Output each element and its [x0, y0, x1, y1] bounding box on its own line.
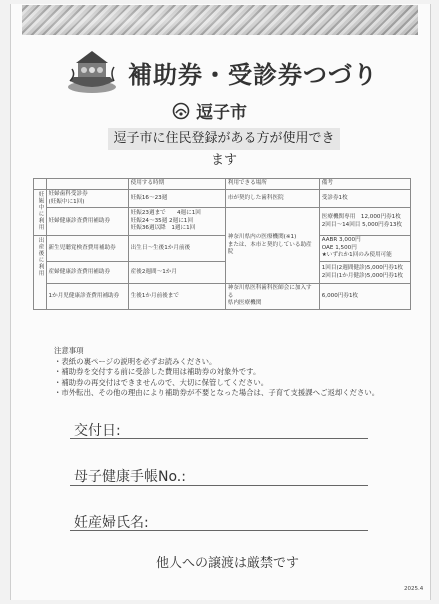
voucher-timing: 生後1か月前後まで	[128, 284, 225, 310]
shared-place: 神奈川県内の医療機関(※1) または、本市と契約している助産院	[225, 208, 319, 284]
version-stamp: 2025.4	[404, 586, 424, 592]
note-item: ・表紙の裏ページの説明を必ずお読みください。	[54, 356, 217, 366]
voucher-note: 医療機関専用 12,000円券1枚 2回目～14回目 5,000円券13枚	[319, 208, 410, 236]
issue-date-label: 交付日:	[74, 423, 121, 439]
voucher-table	[33, 178, 411, 310]
table-row	[34, 190, 411, 208]
voucher-name: 1か月児健康診査費用補助券	[46, 284, 128, 310]
voucher-timing: 出生日～生後1か月前後	[128, 236, 225, 262]
table-row	[34, 208, 411, 236]
voucher-note: AABR 3,000円 OAE 1,500円 ★いずれか1回のみ使用可能	[319, 236, 410, 262]
document-title: 補助券・受診券つづり	[128, 61, 378, 89]
voucher-timing: 産後2週間～1か月	[128, 262, 225, 284]
notes-heading: 注意事項	[54, 346, 84, 355]
voucher-timing: 妊娠23週まで 4週に1回 妊娠24～35週 2週に1回 妊娠36週以降 1週に1回	[128, 208, 225, 236]
voucher-note: 1回目(2週間健診)5,000円券1枚 2回目(1か月健診)5,000円券1枚	[319, 262, 410, 284]
voucher-place: 市が契約した歯科医院	[225, 190, 319, 208]
issue-date-line[interactable]	[70, 438, 368, 439]
voucher-name: 産婦健康診査費用補助券	[46, 262, 128, 284]
voucher-name: 妊婦健康診査費用補助券	[46, 208, 128, 236]
table-header-cell: 利用できる場所	[225, 179, 319, 190]
mother-name-label: 妊産婦氏名:	[74, 515, 149, 531]
table-header-row	[34, 179, 411, 190]
voucher-note: 6,000円券1枚	[319, 284, 410, 310]
table-header-cell: 備考	[319, 179, 410, 190]
handbook-number-line[interactable]	[70, 485, 368, 486]
table-row	[34, 236, 411, 262]
note-item: ・市外転出、その他の理由により補助券が不要となった場合は、子育て支援課へご返却ください。	[54, 388, 380, 398]
voucher-note: 受診券1枚	[319, 190, 410, 208]
mother-name-line[interactable]	[70, 530, 368, 531]
handbook-number-label: 母子健康手帳No.:	[74, 469, 186, 485]
transfer-warning: 他人への譲渡は厳禁です	[156, 556, 300, 571]
voucher-name: 新生児聴覚検査費用補助券	[46, 236, 128, 262]
festival-boat-illustration	[66, 47, 118, 95]
voucher-timing: 妊娠16～23週	[128, 190, 225, 208]
voucher-place: 神奈川県医科歯科医師会に加入する 県内医療機関	[225, 284, 319, 310]
group-label: 妊娠中に利用	[34, 190, 47, 236]
note-item: ・補助券の再交付はできませんので、大切に保管してください。	[54, 377, 269, 387]
city-name: 逗子市	[196, 103, 247, 123]
table-row	[34, 284, 411, 310]
group-label: 出産後に利用	[34, 236, 47, 310]
eligibility-notice: 逗子市に住民登録がある方が使用できます	[108, 128, 340, 150]
table-header-cell: 使用する時期	[128, 179, 225, 190]
caution-notes	[54, 346, 424, 399]
table-header-cell	[34, 179, 47, 190]
decorative-header-shade	[22, 5, 418, 35]
note-item: ・補助券を交付する前に受診した費用は補助券の対象外です。	[54, 367, 261, 377]
city-mark	[172, 98, 247, 123]
table-header-cell	[46, 179, 128, 190]
voucher-name: 妊婦歯科受診券 (妊娠中に1回)	[46, 190, 128, 208]
table-row	[34, 262, 411, 284]
city-emblem-icon	[172, 102, 190, 120]
